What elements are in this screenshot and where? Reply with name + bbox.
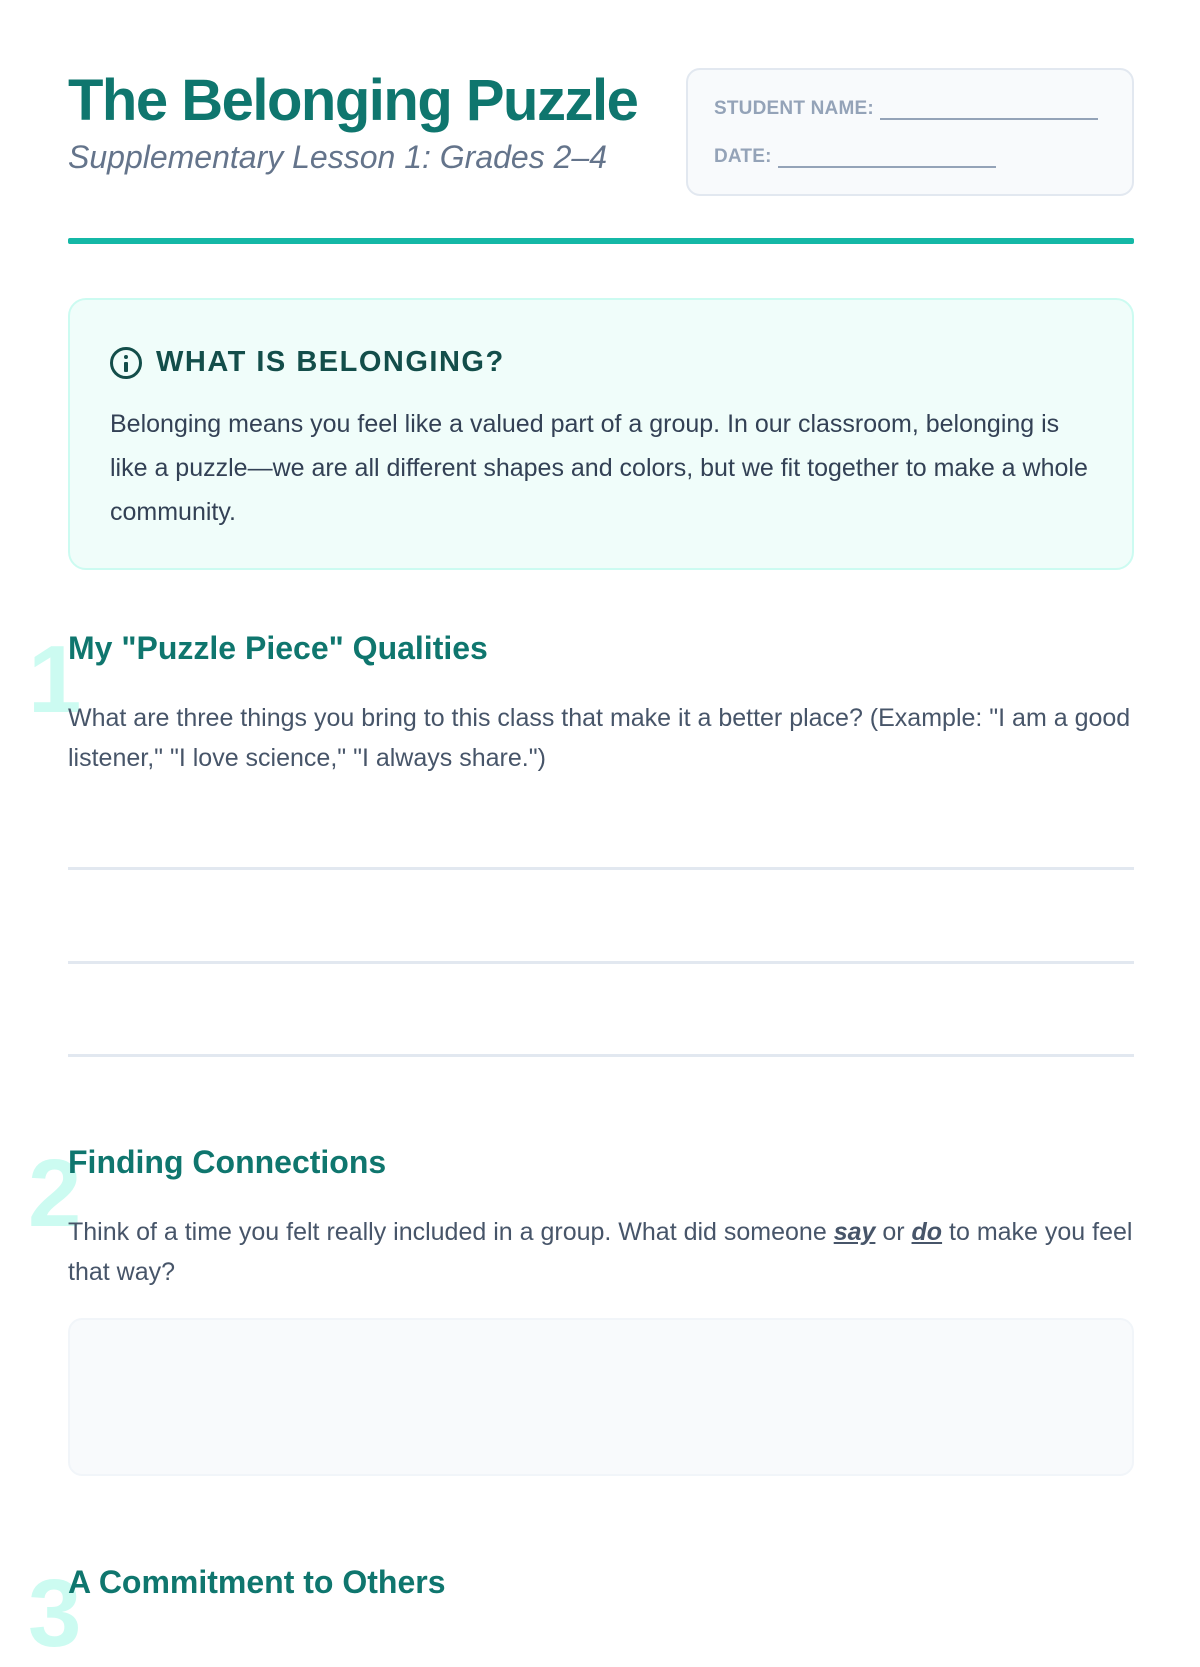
section-number: 2 bbox=[28, 1140, 82, 1247]
emphasis-say: say bbox=[833, 1218, 876, 1246]
answer-line-2[interactable] bbox=[68, 961, 1134, 964]
section-3 bbox=[28, 1560, 1134, 1667]
header-divider bbox=[68, 238, 1134, 244]
student-info-box bbox=[686, 68, 1134, 196]
date-row bbox=[714, 146, 996, 168]
answer-line-1[interactable] bbox=[68, 867, 1134, 870]
section-number: 1 bbox=[28, 626, 82, 733]
section-title: My "Puzzle Piece" Qualities bbox=[68, 630, 488, 666]
page-subtitle: Supplementary Lesson 1: Grades 2–4 bbox=[68, 139, 607, 175]
student-name-row bbox=[714, 98, 1098, 120]
prompt-text: to make you feel that way? bbox=[68, 1218, 1133, 1286]
info-icon bbox=[110, 347, 142, 379]
worksheet-header bbox=[68, 68, 1134, 198]
date-field[interactable] bbox=[778, 150, 996, 168]
answer-line-3[interactable] bbox=[68, 1054, 1134, 1057]
prompt-text: or bbox=[875, 1218, 912, 1246]
emphasis-do: do bbox=[911, 1218, 943, 1246]
prompt-text: Think of a time you felt really included in a group. What did someone bbox=[68, 1218, 834, 1246]
section-2 bbox=[28, 1140, 1134, 1292]
date-label: DATE: bbox=[714, 146, 772, 167]
definition-callout bbox=[68, 298, 1134, 570]
section-prompt bbox=[68, 1212, 1134, 1292]
callout-text: Belonging means you feel like a valued part of a group. In our classroom, belonging is like a puzzle—we are all different shapes and colors, but we fit together to make a whole community. bbox=[110, 410, 1088, 526]
section-prompt: What are three things you bring to this class that make it a better place? (Example: "I am a good listener," "I love science," "I always share.") bbox=[68, 704, 1131, 772]
student-name-field[interactable] bbox=[880, 102, 1098, 120]
callout-heading bbox=[110, 346, 505, 379]
section-title: Finding Connections bbox=[68, 1144, 387, 1180]
answer-box[interactable] bbox=[68, 1318, 1134, 1476]
student-name-label: STUDENT NAME: bbox=[714, 98, 874, 119]
section-number: 3 bbox=[28, 1560, 82, 1667]
section-1 bbox=[28, 626, 1134, 778]
section-title: A Commitment to Others bbox=[68, 1564, 446, 1600]
callout-title: WHAT IS BELONGING? bbox=[156, 346, 505, 378]
page-title: The Belonging Puzzle bbox=[68, 68, 638, 133]
